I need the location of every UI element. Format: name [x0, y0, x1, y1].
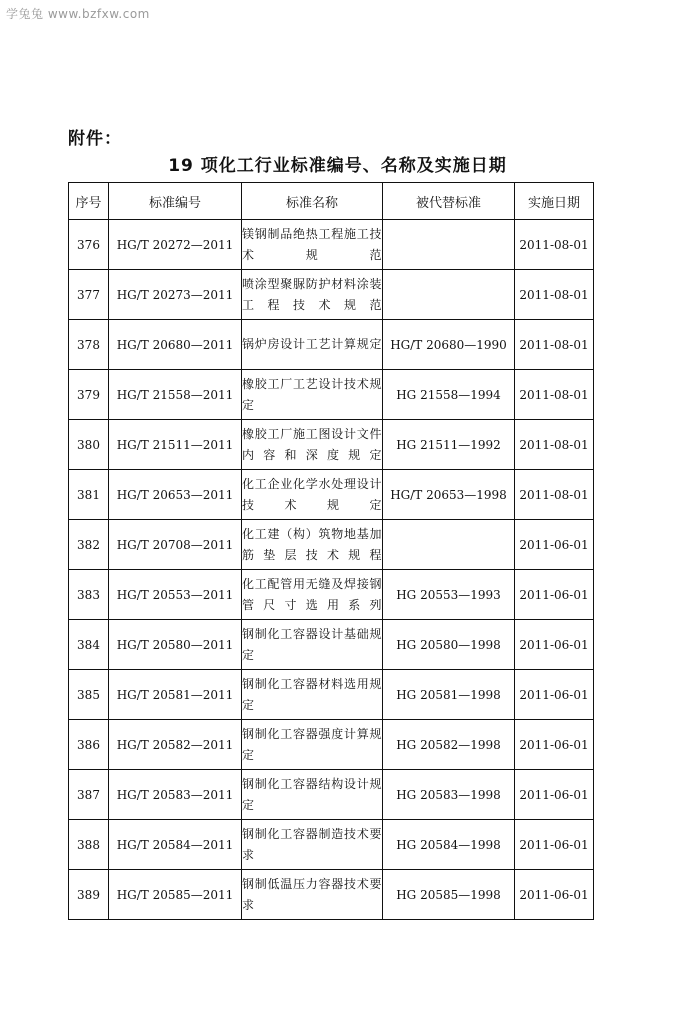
header-code: 标准编号 — [109, 183, 242, 220]
row-number: 386 — [69, 720, 109, 770]
replaced-standard: HG 21511—1992 — [383, 420, 515, 470]
effective-date: 2011-06-01 — [515, 670, 594, 720]
row-number: 389 — [69, 870, 109, 920]
effective-date: 2011-08-01 — [515, 220, 594, 270]
document-title: 19 项化工行业标准编号、名称及实施日期 — [168, 156, 507, 176]
effective-date: 2011-08-01 — [515, 370, 594, 420]
replaced-standard: HG/T 20680—1990 — [383, 320, 515, 370]
replaced-standard — [383, 270, 515, 320]
effective-date: 2011-06-01 — [515, 570, 594, 620]
standard-name-text: 钢制化工容器结构设计规定 — [242, 776, 382, 812]
standard-name — [242, 270, 383, 320]
replaced-standard: HG 20585—1998 — [383, 870, 515, 920]
standards-table — [68, 182, 594, 920]
header-replaced: 被代替标准 — [383, 183, 515, 220]
effective-date: 2011-06-01 — [515, 520, 594, 570]
replaced-standard: HG 21558—1994 — [383, 370, 515, 420]
standard-code: HG/T 21511—2011 — [109, 420, 242, 470]
effective-date: 2011-08-01 — [515, 320, 594, 370]
standard-name — [242, 770, 383, 820]
effective-date: 2011-08-01 — [515, 270, 594, 320]
replaced-standard — [383, 520, 515, 570]
table-header-row — [69, 183, 594, 220]
replaced-standard: HG 20584—1998 — [383, 820, 515, 870]
replaced-standard — [383, 220, 515, 270]
header-date: 实施日期 — [515, 183, 594, 220]
standard-code: HG/T 20581—2011 — [109, 670, 242, 720]
standard-code: HG/T 20584—2011 — [109, 820, 242, 870]
standard-code: HG/T 21558—2011 — [109, 370, 242, 420]
header-name: 标准名称 — [242, 183, 383, 220]
standard-name-text: 化工配管用无缝及焊接钢管尺寸选用系列 — [242, 576, 382, 612]
table-row — [69, 320, 594, 370]
standard-code: HG/T 20680—2011 — [109, 320, 242, 370]
row-number: 385 — [69, 670, 109, 720]
effective-date: 2011-08-01 — [515, 470, 594, 520]
standard-name-text: 钢制化工容器强度计算规定 — [242, 726, 382, 762]
annex-label: 附件： — [68, 129, 122, 149]
row-number: 382 — [69, 520, 109, 570]
table-row — [69, 620, 594, 670]
standard-name — [242, 370, 383, 420]
standard-name-text: 橡胶工厂施工图设计文件内容和深度规定 — [242, 426, 382, 462]
row-number: 378 — [69, 320, 109, 370]
standard-name — [242, 670, 383, 720]
row-number: 376 — [69, 220, 109, 270]
standard-name-text: 钢制化工容器材料选用规定 — [242, 676, 382, 712]
replaced-standard: HG 20581—1998 — [383, 670, 515, 720]
standard-name — [242, 320, 383, 370]
effective-date: 2011-06-01 — [515, 820, 594, 870]
standard-name — [242, 420, 383, 470]
table-row — [69, 520, 594, 570]
effective-date: 2011-06-01 — [515, 620, 594, 670]
effective-date: 2011-06-01 — [515, 770, 594, 820]
standard-code: HG/T 20583—2011 — [109, 770, 242, 820]
standard-name — [242, 220, 383, 270]
replaced-standard: HG 20582—1998 — [383, 720, 515, 770]
standard-name — [242, 470, 383, 520]
table-row — [69, 470, 594, 520]
standard-code: HG/T 20580—2011 — [109, 620, 242, 670]
row-number: 381 — [69, 470, 109, 520]
replaced-standard: HG 20583—1998 — [383, 770, 515, 820]
row-number: 384 — [69, 620, 109, 670]
standard-name-text: 钢制低温压力容器技术要求 — [242, 876, 382, 912]
row-number: 380 — [69, 420, 109, 470]
standard-code: HG/T 20708—2011 — [109, 520, 242, 570]
standard-code: HG/T 20273—2011 — [109, 270, 242, 320]
standard-name-text: 锅炉房设计工艺计算规定 — [242, 337, 382, 351]
watermark-text: 学兔兔 www.bzfxw.com — [6, 7, 150, 21]
standard-code: HG/T 20553—2011 — [109, 570, 242, 620]
table-row — [69, 670, 594, 720]
standard-name — [242, 620, 383, 670]
standard-code: HG/T 20582—2011 — [109, 720, 242, 770]
table-row — [69, 870, 594, 920]
effective-date: 2011-08-01 — [515, 420, 594, 470]
replaced-standard: HG 20580—1998 — [383, 620, 515, 670]
row-number: 388 — [69, 820, 109, 870]
standard-name-text: 喷涂型聚脲防护材料涂装工程技术规范 — [242, 276, 382, 312]
table-row — [69, 720, 594, 770]
header-num: 序号 — [69, 183, 109, 220]
table-row — [69, 570, 594, 620]
standard-code: HG/T 20272—2011 — [109, 220, 242, 270]
effective-date: 2011-06-01 — [515, 870, 594, 920]
table-row — [69, 820, 594, 870]
row-number: 379 — [69, 370, 109, 420]
standard-name — [242, 870, 383, 920]
table-row — [69, 770, 594, 820]
table-row — [69, 270, 594, 320]
standard-name — [242, 520, 383, 570]
replaced-standard: HG/T 20653—1998 — [383, 470, 515, 520]
standard-name-text: 镁钢制品绝热工程施工技术规范 — [242, 226, 382, 262]
table-row — [69, 220, 594, 270]
standard-name-text: 钢制化工容器设计基础规定 — [242, 626, 382, 662]
row-number: 387 — [69, 770, 109, 820]
standard-name-text: 化工企业化学水处理设计技术规定 — [242, 476, 382, 512]
effective-date: 2011-06-01 — [515, 720, 594, 770]
replaced-standard: HG 20553—1993 — [383, 570, 515, 620]
standard-name-text: 钢制化工容器制造技术要求 — [242, 826, 382, 862]
standard-code: HG/T 20585—2011 — [109, 870, 242, 920]
standard-name — [242, 570, 383, 620]
standard-code: HG/T 20653—2011 — [109, 470, 242, 520]
table-row — [69, 420, 594, 470]
table-row — [69, 370, 594, 420]
standard-name-text: 橡胶工厂工艺设计技术规定 — [242, 376, 382, 412]
row-number: 383 — [69, 570, 109, 620]
standard-name-text: 化工建（构）筑物地基加筋垫层技术规程 — [242, 526, 382, 562]
standard-name — [242, 820, 383, 870]
row-number: 377 — [69, 270, 109, 320]
standard-name — [242, 720, 383, 770]
